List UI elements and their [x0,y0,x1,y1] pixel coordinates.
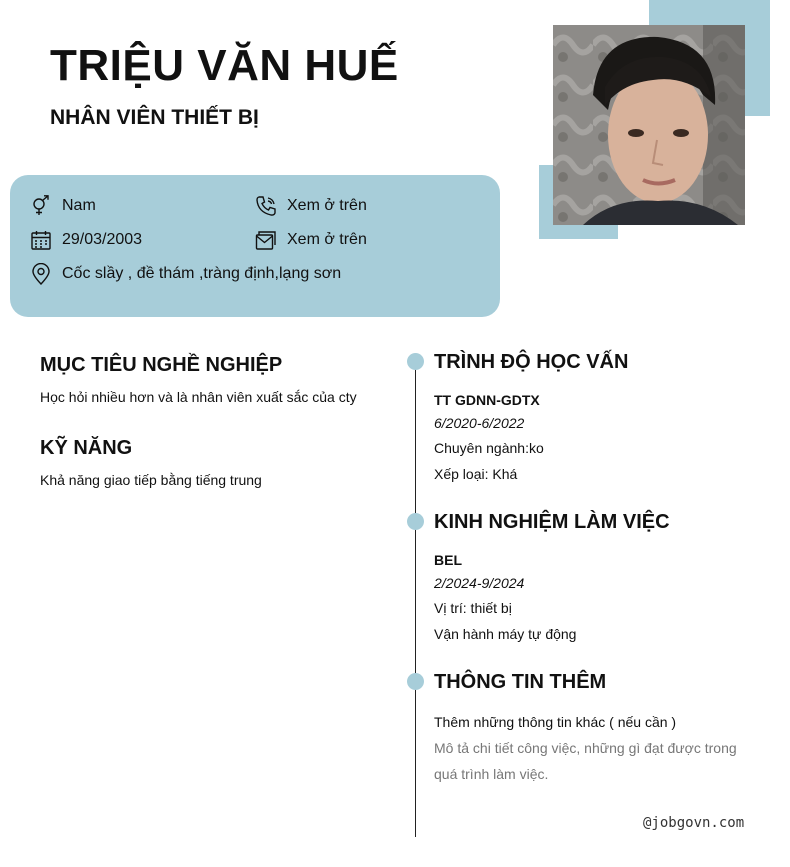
info-birthdate [30,229,142,251]
contact-info-box [10,175,500,317]
experience-position: Vị trí: thiết bị [434,600,512,616]
education-school: TT GDNN-GDTX [434,392,540,408]
candidate-name: TRIỆU VĂN HUẾ [50,41,399,90]
experience-period: 2/2024-9/2024 [434,575,525,591]
extra-line-2: Mô tả chi tiết công việc, những gì đạt được trong quá trình làm việc. [434,740,737,782]
info-birthdate-text: 29/03/2003 [62,231,143,248]
watermark: @jobgovn.com [643,815,745,831]
timeline-dot-education [407,353,424,370]
timeline-dot-experience [407,513,424,530]
info-phone-text: Xem ở trên [287,197,367,214]
education-rank: Xếp loại: Khá [434,466,518,482]
profile-photo [553,25,745,225]
gender-icon [30,195,52,217]
skills-text: Khả năng giao tiếp bằng tiếng trung [40,472,262,488]
calendar-icon [30,229,52,251]
experience-duty: Vận hành máy tự động [434,626,577,642]
phone-icon [255,195,277,217]
email-icon [255,229,277,251]
info-email [255,229,367,251]
location-icon [30,263,52,285]
education-period: 6/2020-6/2022 [434,415,525,431]
experience-title: KINH NGHIỆM LÀM VIỆC [434,511,670,533]
skills-title: KỸ NĂNG [40,437,133,459]
info-address-text: Cốc slầy , đề thám ,tràng định,lạng sơn [62,265,342,282]
info-gender [30,195,96,217]
extra-line-1: Thêm những thông tin khác ( nếu cần ) [434,714,677,730]
objective-title: MỤC TIÊU NGHỀ NGHIỆP [40,354,283,376]
info-email-text: Xem ở trên [287,231,367,248]
info-gender-text: Nam [62,197,96,214]
extra-title: THÔNG TIN THÊM [434,671,607,693]
education-major: Chuyên ngành:ko [434,440,544,456]
experience-company: BEL [434,552,462,568]
objective-text: Học hỏi nhiều hơn và là nhân viên xuất sắc của cty [40,389,357,405]
candidate-role: NHÂN VIÊN THIẾT BỊ [50,106,259,129]
timeline-dot-extra [407,673,424,690]
timeline-line [415,362,416,837]
education-title: TRÌNH ĐỘ HỌC VẤN [434,351,629,373]
info-phone [255,195,367,217]
info-address [30,263,341,285]
